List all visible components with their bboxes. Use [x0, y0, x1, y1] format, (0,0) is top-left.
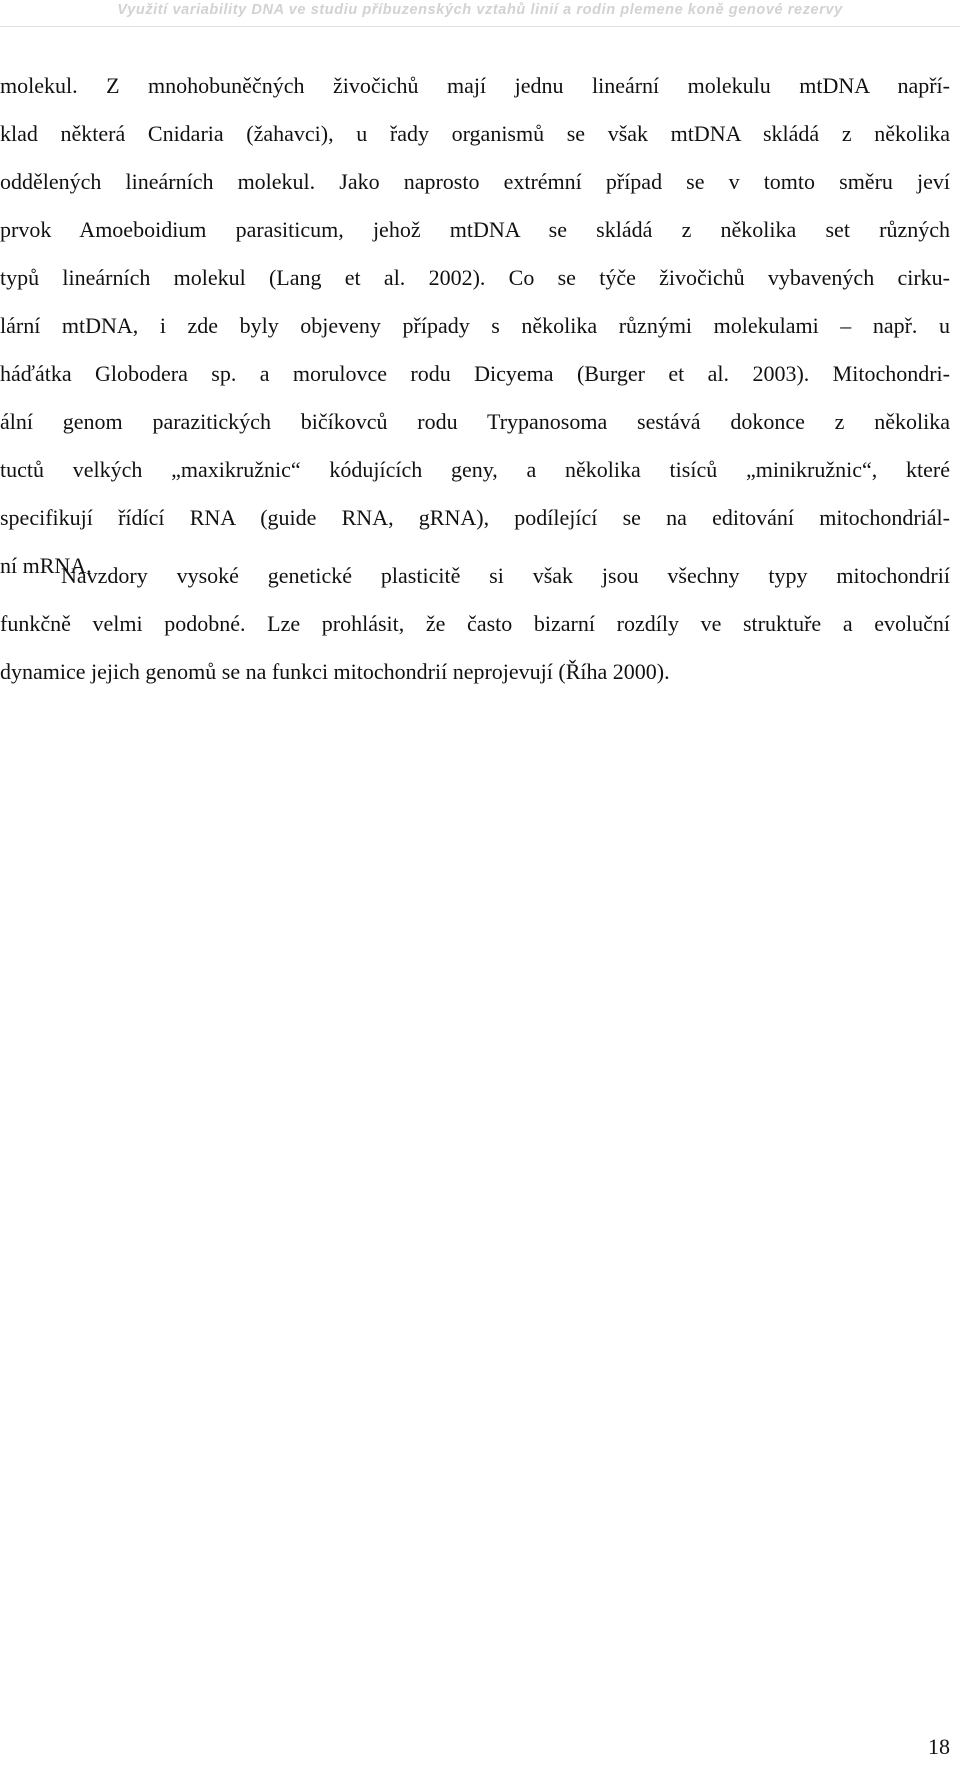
text-line: prvok Amoeboidium parasiticum, jehož mtDNA se skládá z několika set různých — [0, 217, 950, 242]
text-line: funkčně velmi podobné. Lze prohlásit, že často bizarní rozdíly ve struktuře a evoluční — [0, 611, 950, 636]
text-line: Navzdory vysoké genetické plasticitě si však jsou všechny typy mitochondrií — [61, 563, 950, 588]
text-line: molekul. Z mnohobuněčných živočichů mají jednu lineární molekulu mtDNA napří- — [0, 73, 950, 98]
text-line: ní mRNA. — [0, 553, 92, 578]
text-line: lární mtDNA, i zde byly objeveny případy s několika různými molekulami – např. u — [0, 313, 950, 338]
text-line: dynamice jejich genomů se na funkci mitochondrií neprojevují (Říha 2000). — [0, 659, 670, 684]
page-number: 18 — [928, 1734, 950, 1759]
paragraph-1 — [0, 62, 950, 590]
text-line: typů lineárních molekul (Lang et al. 2002). Co se týče živočichů vybavených cirku- — [0, 265, 950, 290]
text-line: klad některá Cnidaria (žahavci), u řady organismů se však mtDNA skládá z několika — [0, 121, 950, 146]
text-line: háďátka Globodera sp. a morulovce rodu Dicyema (Burger et al. 2003). Mitochondri- — [0, 361, 950, 386]
paragraph-2 — [0, 552, 950, 696]
header-divider — [0, 26, 960, 27]
text-line: specifikují řídící RNA (guide RNA, gRNA), podílející se na editování mitochondriál- — [0, 505, 950, 530]
text-line: tuctů velkých „maxikružnic“ kódujících geny, a několika tisíců „minikružnic“, které — [0, 457, 950, 482]
running-header: Využití variability DNA ve studiu příbuzenských vztahů linií a rodin plemene koně genové rezervy — [117, 2, 843, 18]
text-line: oddělených lineárních molekul. Jako naprosto extrémní případ se v tomto směru jeví — [0, 169, 950, 194]
text-line: ální genom parazitických bičíkovců rodu Trypanosoma sestává dokonce z několika — [0, 409, 950, 434]
